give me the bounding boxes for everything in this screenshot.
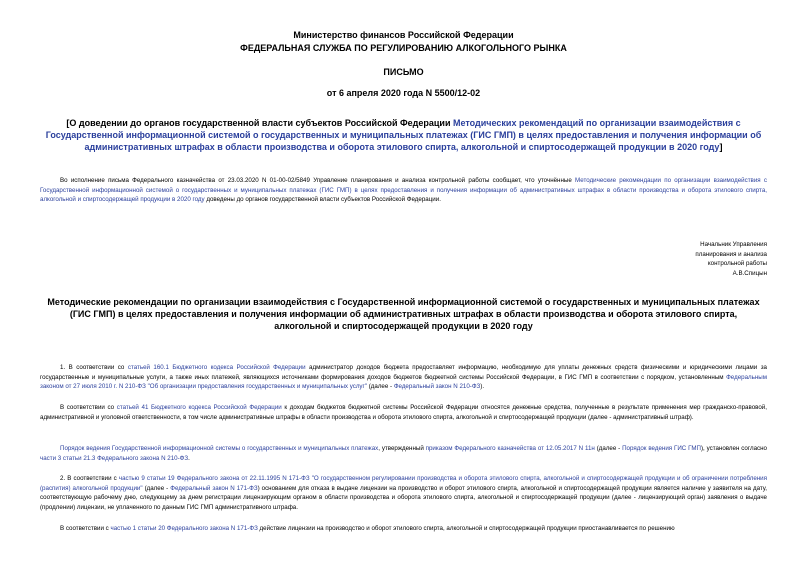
p3-link-210fz-part[interactable]: части 3 статьи 21.3 Федерального закона N 210-ФЗ bbox=[40, 454, 189, 462]
p1-link-210fz[interactable]: Федеральным законом от 27 июля 2010 г. N 210-ФЗ "Об организации предоставления государственных и муниципальных услуг" bbox=[40, 373, 767, 390]
p2-text: к доходам бюджетов бюджетной системы Российской Федерации относятся денежные средства, полученные в результате применения мер гражданско-правовой, административной и уголовной ответственности, в том числе административные штрафы в области производства и оборота этилового спирта, алкогольной и спиртосодержащей продукции (далее - административный штраф). bbox=[40, 404, 767, 421]
ministry-name: Министерство финансов Российской Федерации bbox=[293, 30, 514, 40]
p5-text: действие лицензии на производство и оборот этилового спирта, алкогольной и спиртосодержащей продукции приостанавливается по решению bbox=[257, 525, 675, 532]
p1-link-budget-code[interactable]: статьей 160.1 Бюджетного кодекса Российской Федерации bbox=[127, 364, 306, 371]
intro-text-2: доведены до органов государственной власти субъектов Российской Федерации. bbox=[204, 196, 441, 203]
p3-link-treasury-order[interactable]: приказом Федерального казначейства от 12.05.2017 N 11н bbox=[425, 445, 595, 452]
p1-text: ). bbox=[480, 383, 485, 390]
p4-text: (далее - bbox=[142, 484, 171, 492]
p5-link-171fz-article-20[interactable]: частью 1 статьи 20 Федерального закона N 171-ФЗ bbox=[110, 525, 258, 532]
document-subject bbox=[40, 117, 767, 153]
signature-line: планирования и анализа bbox=[695, 250, 767, 258]
subject-link[interactable]: Методических рекомендаций по организации взаимодействия с Государственной информационной системой о государственных и муниципальных платежах (ГИС ГМП) в целях предоставления и получения информации об административных штрафах в области производства и оборота этилового спирта, алкогольной и спиртосодержащей продукции в 2020 году bbox=[45, 118, 762, 152]
p3-link-gis-order-short[interactable]: Порядок ведения ГИС ГМП bbox=[622, 445, 701, 452]
p1-text: (далее - bbox=[366, 383, 394, 390]
intro-paragraph bbox=[40, 176, 767, 205]
paragraph-2 bbox=[40, 403, 767, 422]
p3-text: ), установлен согласно bbox=[700, 445, 767, 452]
subject-prefix: [О доведении до органов государственной власти субъектов Российской Федерации bbox=[66, 118, 453, 128]
section-title: Методические рекомендации по организации взаимодействия с Государственной информационной системой о государственных и муниципальных платежах (ГИС ГМП) в целях предоставления и получения информации об административных штрафах в области производства и оборота этилового спирта, алкогольной и спиртосодержащей продукции в 2020 году bbox=[47, 297, 760, 331]
paragraph-3 bbox=[40, 444, 767, 463]
signature-line: контрольной работы bbox=[707, 260, 767, 268]
service-name: ФЕДЕРАЛЬНАЯ СЛУЖБА ПО РЕГУЛИРОВАНИЮ АЛКОГОЛЬНОГО РЫНКА bbox=[240, 43, 567, 53]
p3-text: . bbox=[188, 454, 190, 462]
subject-suffix: ] bbox=[719, 142, 723, 152]
signer-name: А.В.Спицын bbox=[732, 269, 767, 277]
p3-text: , утвержденный bbox=[378, 445, 426, 452]
p1-link-210fz-short[interactable]: Федеральный закон N 210-ФЗ bbox=[393, 383, 481, 390]
paragraph-1 bbox=[40, 363, 767, 392]
intro-text-1: Во исполнение письма Федерального казначейства от 23.03.2020 N 01-00-02/5849 Управление планирования и анализа контрольной работы сообщает, что уточнённые bbox=[60, 177, 576, 184]
p1-text: администратор доходов бюджета предоставляет информацию, необходимую для уплаты денежных средств физическими и юридическими лицами за государственные и муниципальные услуги, а также иных платежей, являющихся источниками формирования доходов бюджетов бюджетной системы Российской Федерации, в ГИС ГМП в соответствии с порядком, установленным bbox=[40, 364, 767, 381]
p4-text: 2. В соответствии с bbox=[60, 475, 119, 482]
p1-text: 1. В соответствии со bbox=[60, 364, 128, 371]
p4-link-171fz[interactable]: частью 9 статьи 19 Федерального закона от 22.11.1995 N 171-ФЗ "О государственном регулировании производства и оборота этилового спирта, алкогольной и спиртосодержащей продукции и об ограничении потребления (распития) алкогольной продукции" bbox=[40, 475, 767, 492]
paragraph-4 bbox=[40, 474, 767, 512]
paragraph-5 bbox=[40, 524, 767, 534]
signature-line: Начальник Управления bbox=[700, 241, 767, 248]
p2-text: В соответствии со bbox=[60, 404, 117, 411]
doc-date-number: от 6 апреля 2020 года N 5500/12-02 bbox=[326, 88, 481, 98]
doc-type: ПИСЬМО bbox=[383, 67, 424, 77]
p5-text: В соответствии с bbox=[60, 525, 111, 532]
p2-link-article-41[interactable]: статьей 41 Бюджетного кодекса Российской Федерации bbox=[116, 404, 282, 411]
p4-link-171fz-short[interactable]: Федеральный закон N 171-ФЗ bbox=[170, 484, 258, 492]
p4-text: ) основанием для отказа в выдаче лицензии на производство и оборот этилового спирта, алкогольной и спиртосодержащей продукции является наличие у заявителя на дату, соответствующую рабочему дню, следующему за днем регистрации лицензирующим органом в области производства и оборота этилового спирта, алкогольной и спиртосодержащей продукции (далее - лицензирующий орган) заявления о выдаче (продлении) лицензии, не уплаченного по данным ГИС ГМП административного штрафа. bbox=[40, 484, 768, 511]
signature-block bbox=[695, 240, 767, 278]
p3-link-gis-order[interactable]: Порядок ведения Государственной информационной системы о государственных и муниципальных платежах bbox=[60, 445, 379, 452]
intro-link[interactable]: Методические рекомендации по организации взаимодействия с Государственной информационной системой о государственных и муниципальных платежах (ГИС ГМП) в целях предоставления и получения информации об административных штрафах в области производства и оборота этилового спирта, алкогольной и спиртосодержащей продукции в 2020 году bbox=[40, 177, 767, 203]
p3-text: (далее - bbox=[594, 445, 623, 452]
